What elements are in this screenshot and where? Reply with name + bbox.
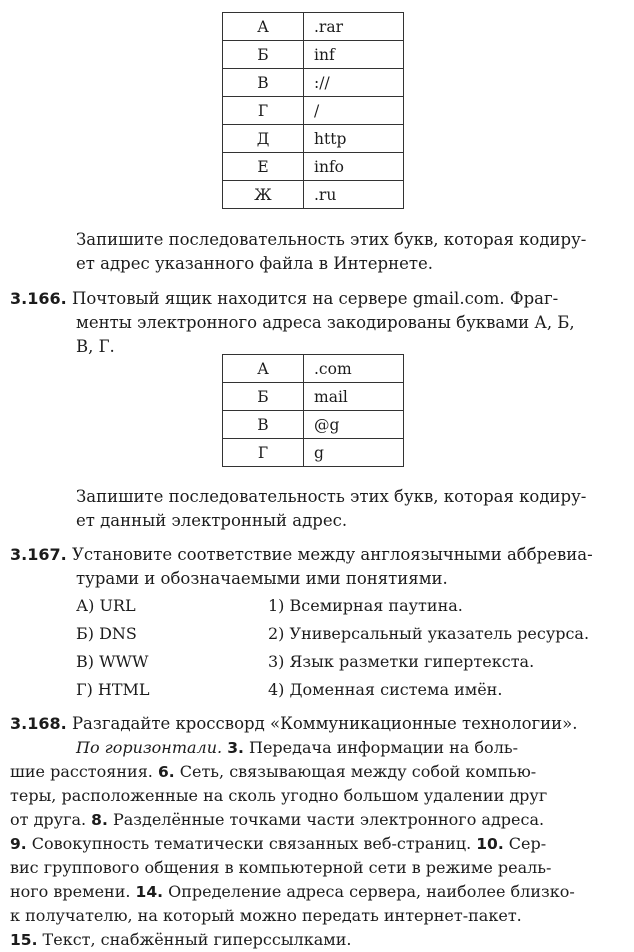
clue-text: Текст, снабжённый гиперссылками. <box>37 930 352 949</box>
problem-3-167-line-2: турами и обозначаемыми ими понятиями. <box>76 569 448 588</box>
problem-number: 3.167. <box>10 545 67 564</box>
prompt-1 <box>76 228 626 276</box>
prompt-2-line-2: ет данный электронный адрес. <box>76 511 348 530</box>
table-row <box>223 69 404 97</box>
code-cell: mail <box>304 383 404 411</box>
letter-cell: Г <box>223 97 304 125</box>
table-row <box>223 383 404 411</box>
code-table-1 <box>222 12 404 209</box>
clue-text: Разделённые точками части электронного адреса. <box>107 810 545 829</box>
code-cell: @g <box>304 411 404 439</box>
code-table-2 <box>222 354 404 467</box>
letter-cell: Е <box>223 153 304 181</box>
letter-cell: Г <box>223 439 304 467</box>
clue-text: вис группового общения в компьютерной сети в режиме реаль- <box>10 858 552 877</box>
clue-number: 8. <box>91 811 108 829</box>
clue-text: ного времени. <box>10 882 136 901</box>
horizontal-label: По горизонтали. <box>76 738 223 757</box>
match-left-a: А) URL <box>76 596 136 615</box>
table-row <box>223 13 404 41</box>
problem-3-168 <box>10 712 630 736</box>
clue-number: 6. <box>157 763 175 781</box>
table-row <box>223 125 404 153</box>
code-cell: :// <box>304 69 404 97</box>
letter-cell: В <box>223 69 304 97</box>
code-cell: .com <box>304 355 404 383</box>
letter-cell: Д <box>223 125 304 153</box>
table-row <box>223 355 404 383</box>
clue-text: теры, расположенные на сколь угодно большом удалении друг <box>10 786 548 805</box>
match-left-c: В) WWW <box>76 652 149 671</box>
match-right-2: 2) Универсальный указатель ресурса. <box>268 624 590 643</box>
letter-cell: В <box>223 411 304 439</box>
code-cell: info <box>304 153 404 181</box>
clue-text: к получателю, на который можно передать интернет-пакет. <box>10 906 522 925</box>
prompt-1-line-1: Запишите последовательность этих букв, которая кодиру- <box>76 230 587 249</box>
clue-text: Сер- <box>503 834 547 853</box>
problem-number: 3.168. <box>10 714 67 733</box>
code-cell: inf <box>304 41 404 69</box>
clue-number: 15. <box>10 931 38 949</box>
letter-cell: А <box>223 13 304 41</box>
clue-text: Передача информации на боль- <box>243 738 518 757</box>
problem-3-166-line-1: Почтовый ящик находится на сервере gmail.com. Фраг- <box>71 289 559 308</box>
problem-3-166 <box>10 287 630 359</box>
problem-3-167 <box>10 543 630 591</box>
code-cell: g <box>304 439 404 467</box>
letter-cell: Б <box>223 383 304 411</box>
clue-number: 10. <box>476 835 504 853</box>
code-cell: .ru <box>304 181 404 209</box>
table-row <box>223 181 404 209</box>
table-row <box>223 41 404 69</box>
problem-3-166-line-3: В, Г. <box>76 337 115 356</box>
clue-number: 3. <box>227 739 244 757</box>
prompt-2 <box>76 485 626 533</box>
match-right-1: 1) Всемирная паутина. <box>268 596 463 615</box>
clue-text: Сеть, связывающая между собой компью- <box>174 762 537 781</box>
table-row <box>223 411 404 439</box>
clue-text: Определение адреса сервера, наиболее близко- <box>163 882 575 901</box>
code-cell: .rar <box>304 13 404 41</box>
code-cell: / <box>304 97 404 125</box>
clue-text: Совокупность тематически связанных веб-страниц. <box>26 834 477 853</box>
clue-number: 14. <box>135 883 163 901</box>
match-left-b: Б) DNS <box>76 624 137 643</box>
clue-text: от друга. <box>10 810 92 829</box>
table-row <box>223 153 404 181</box>
problem-3-167-line-1: Установите соответствие между англоязычными аббревиа- <box>71 545 593 564</box>
match-right-4: 4) Доменная система имён. <box>268 680 503 699</box>
letter-cell: Б <box>223 41 304 69</box>
code-cell: http <box>304 125 404 153</box>
prompt-1-line-2: ет адрес указанного файла в Интернете. <box>76 254 433 273</box>
problem-3-166-line-2: менты электронного адреса закодированы буквами А, Б, <box>76 313 575 332</box>
letter-cell: А <box>223 355 304 383</box>
clue-text: шие расстояния. <box>10 762 158 781</box>
problem-number: 3.166. <box>10 289 67 308</box>
match-right-3: 3) Язык разметки гипертекста. <box>268 652 535 671</box>
crossword-clues <box>10 736 630 952</box>
match-left-d: Г) HTML <box>76 680 150 699</box>
letter-cell: Ж <box>223 181 304 209</box>
table-row <box>223 439 404 467</box>
clue-number: 9. <box>10 835 27 853</box>
prompt-2-line-1: Запишите последовательность этих букв, которая кодиру- <box>76 487 587 506</box>
problem-3-168-title: Разгадайте кроссворд «Коммуникационные технологии». <box>71 714 578 733</box>
table-row <box>223 97 404 125</box>
